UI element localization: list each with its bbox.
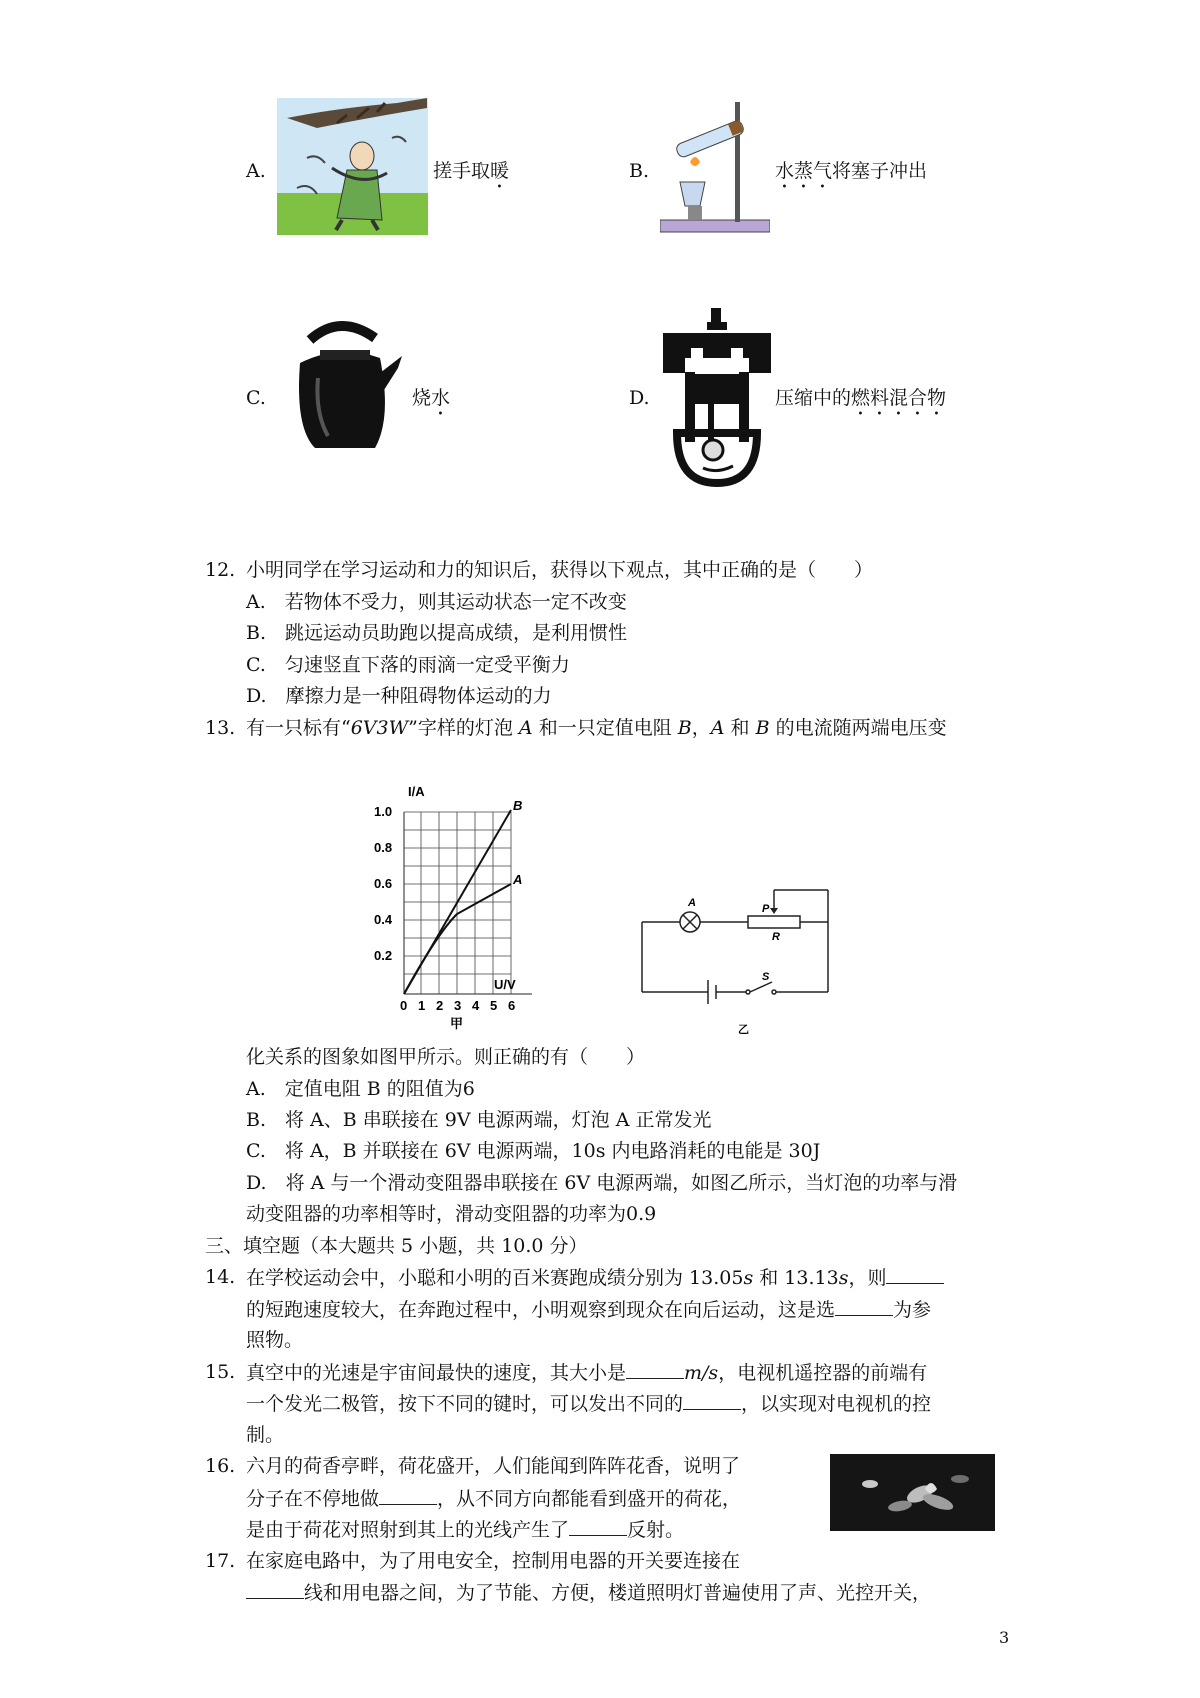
option-b-text: 水蒸气将塞子冲出 — [775, 160, 928, 182]
option-a-image — [277, 98, 428, 235]
q16-line2: 分子在不停地做 ，从不同方向都能看到盛开的荷花， — [246, 1488, 742, 1510]
q12-number: 12. — [205, 559, 236, 581]
q13-option-d-line2: 动变阻器的功率相等时，滑动变阻器的功率为0.9 — [246, 1203, 657, 1225]
lotus-photo — [830, 1454, 995, 1531]
answer-blank[interactable] — [246, 1580, 304, 1599]
q15-number: 15. — [205, 1361, 236, 1383]
answer-blank[interactable] — [379, 1486, 437, 1505]
circuit-switch-label: S — [762, 971, 770, 983]
iu-graph — [372, 784, 568, 1030]
answer-blank[interactable] — [835, 1297, 893, 1316]
circuit-diagram — [638, 880, 840, 1038]
answer-blank[interactable] — [683, 1391, 741, 1410]
graph-y-tick: 0.8 — [374, 840, 393, 855]
q13-option-c: C. 将 A，B 并联接在 6V 电源两端，10s 内电路消耗的电能是 30J — [246, 1140, 821, 1162]
option-d-image — [663, 308, 771, 488]
graph-x-tick: 0 — [400, 998, 408, 1013]
circuit-resistor-label: R — [772, 931, 780, 943]
q12-stem: 小明同学在学习运动和力的知识后，获得以下观点，其中正确的是（ ） — [246, 559, 874, 581]
answer-blank[interactable] — [886, 1265, 944, 1284]
option-c-image — [280, 318, 404, 458]
q16-number: 16. — [205, 1455, 236, 1477]
q13-number: 13. — [205, 717, 236, 739]
option-d-letter: D. — [629, 387, 650, 409]
q16-line3: 是由于荷花对照射到其上的光线产生了 反射。 — [246, 1519, 685, 1541]
circuit-slider-label: P — [762, 903, 770, 915]
q13-stem-cont: 化关系的图象如图甲所示。则正确的有（ ） — [246, 1046, 646, 1068]
q15-line3: 制。 — [246, 1424, 285, 1446]
q14-line1: 在学校运动会中，小聪和小明的百米赛跑成绩分别为 13.05s 和 13.13s，则 — [246, 1265, 944, 1290]
q14-line3: 照物。 — [246, 1329, 304, 1351]
option-c-text: 烧水 — [412, 387, 451, 409]
q13-option-b: B. 将 A、B 串联接在 9V 电源两端，灯泡 A 正常发光 — [246, 1109, 712, 1131]
graph-x-tick: 1 — [418, 998, 426, 1013]
q13-option-d-line1: D. 将 A 与一个滑动变阻器串联接在 6V 电源两端，如图乙所示，当灯泡的功率与滑 — [246, 1172, 958, 1194]
option-a-letter: A. — [246, 160, 266, 182]
q14-number: 14. — [205, 1266, 236, 1288]
graph-x-tick: 2 — [436, 998, 444, 1013]
option-b-letter: B. — [629, 160, 650, 182]
q12-option-c: C. 匀速竖直下落的雨滴一定受平衡力 — [246, 654, 570, 676]
q12-option-d: D. 摩擦力是一种阻碍物体运动的力 — [246, 685, 552, 707]
option-d-text: 压缩中的燃料混合物 — [775, 387, 947, 409]
graph-y-tick: 0.6 — [374, 876, 393, 891]
graph-caption: 甲 — [450, 1016, 464, 1030]
option-a-text: 搓手取暖 — [433, 160, 510, 182]
graph-y-tick: 0.2 — [374, 948, 393, 963]
q15-line2: 一个发光二极管，按下不同的键时，可以发出不同的 ，以实现对电视机的控 — [246, 1393, 932, 1415]
q17-line2: 线和用电器之间，为了节能、方便，楼道照明灯普遍使用了声、光控开关， — [246, 1580, 931, 1605]
q12-option-b: B. 跳远运动员助跑以提高成绩，是利用惯性 — [246, 622, 628, 644]
graph-line-b-label: B — [513, 798, 523, 813]
graph-y-tick: 1.0 — [374, 804, 393, 819]
answer-blank[interactable] — [569, 1517, 627, 1536]
graph-x-tick: 4 — [472, 998, 480, 1013]
q14-line2: 的短跑速度较大，在奔跑过程中，小明观察到现众在向后运动，这是选 为参 — [246, 1299, 932, 1321]
section-heading: 三、填空题（本大题共 5 小题，共 10.0 分） — [205, 1235, 588, 1257]
option-b-image — [660, 102, 770, 238]
q13-option-a: A. 定值电阻 B 的阻值为6 — [246, 1078, 475, 1100]
q16-line1: 六月的荷香亭畔，荷花盛开，人们能闻到阵阵花香，说明了 — [246, 1455, 741, 1477]
q13-stem: 有一只标有“6V3W”字样的灯泡 A 和一只定值电阻 B，A 和 B 的电流随两端电压变 — [246, 717, 947, 739]
graph-y-label: I/A — [408, 784, 425, 799]
q15-line1: 真空中的光速是宇宙间最快的速度，其大小是 m/s，电视机遥控器的前端有 — [246, 1362, 928, 1384]
graph-line-a-label: A — [513, 872, 523, 887]
option-c-letter: C. — [246, 387, 266, 409]
graph-x-label: U/V — [494, 977, 516, 992]
graph-x-tick: 3 — [454, 998, 462, 1013]
page-number: 3 — [999, 1628, 1010, 1647]
q12-option-a: A. 若物体不受力，则其运动状态一定不改变 — [246, 591, 627, 613]
graph-x-tick: 6 — [508, 998, 516, 1013]
circuit-caption: 乙 — [738, 1024, 749, 1036]
q17-line1: 在家庭电路中，为了用电安全，控制用电器的开关要连接在 — [246, 1550, 741, 1572]
answer-blank[interactable] — [626, 1360, 684, 1379]
q17-number: 17. — [205, 1550, 236, 1572]
graph-y-tick: 0.4 — [374, 912, 393, 927]
circuit-lamp-label: A — [688, 897, 696, 909]
graph-x-tick: 5 — [490, 998, 498, 1013]
